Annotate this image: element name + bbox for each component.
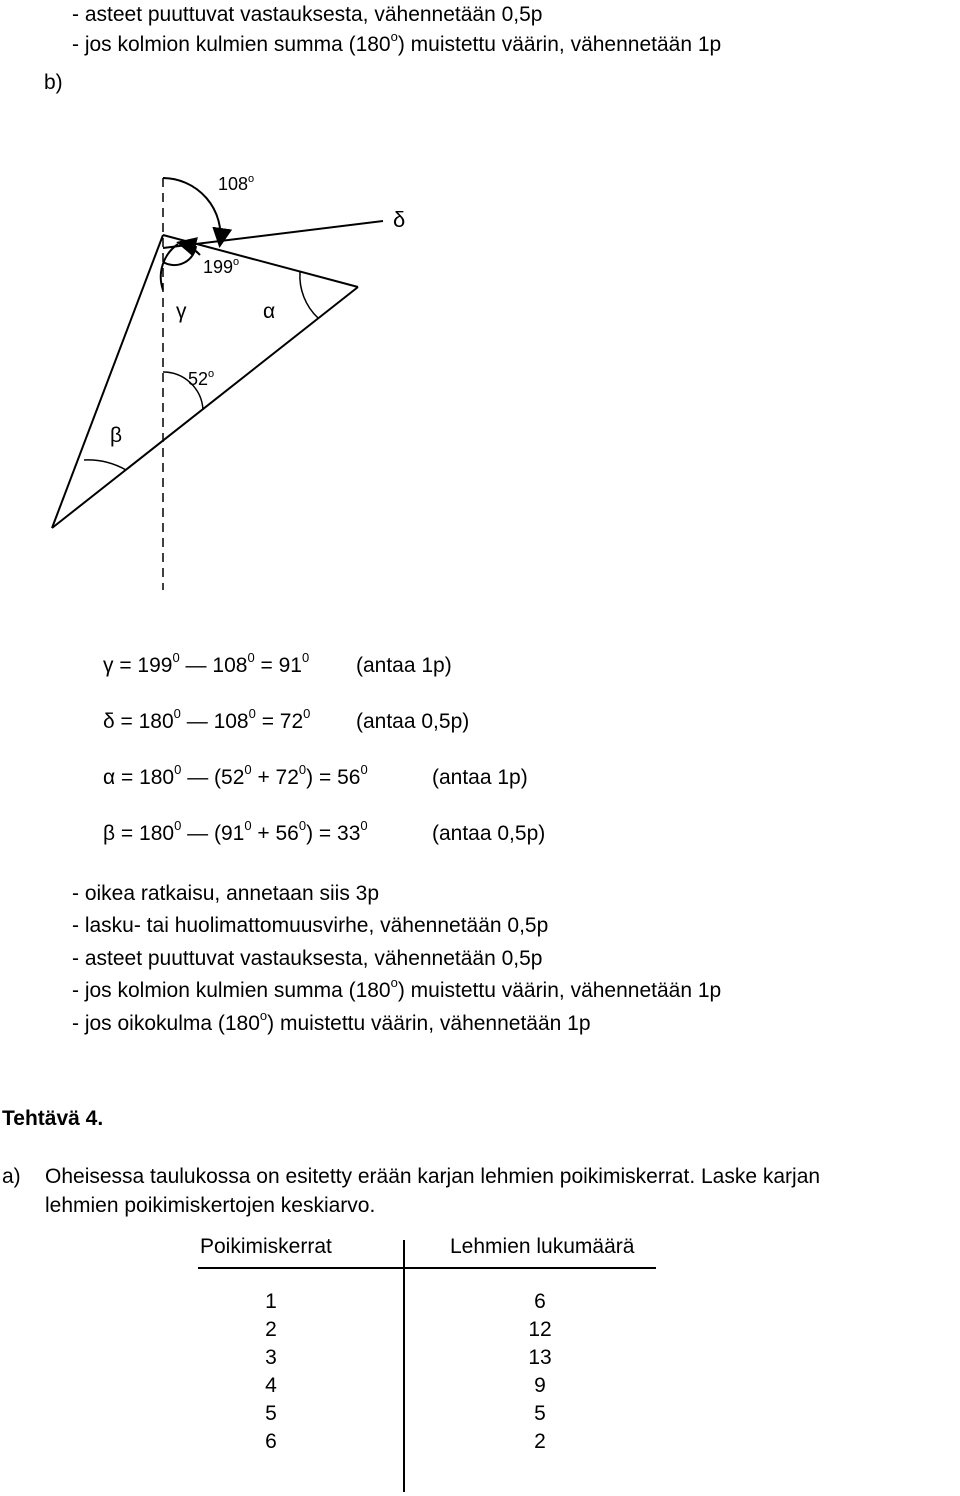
grading-angle-sum	[72, 975, 722, 1002]
bullet-angle-sum-top-text-b: ) muistettu väärin, vähennetään 1p	[397, 33, 722, 56]
table-cell: 5	[534, 1402, 546, 1425]
degree-sup: o	[390, 975, 398, 990]
label-108: 108$^o$	[218, 173, 255, 194]
grading-missing-degrees: - asteet puuttuvat vastauksesta, vähennetään 0,5p	[72, 947, 543, 970]
arc-108	[163, 178, 221, 244]
table-cell: 6	[265, 1430, 277, 1453]
eq-gamma-p1: — 108	[179, 654, 248, 677]
table-cell: 2	[265, 1318, 277, 1341]
sup: 0	[174, 818, 182, 833]
equation-beta	[103, 818, 368, 845]
equation-gamma-note: (antaa 1p)	[356, 654, 452, 677]
equation-gamma	[103, 650, 310, 677]
equation-delta-note: (antaa 0,5p)	[356, 710, 470, 733]
table-cell: 4	[265, 1374, 277, 1397]
eq-beta-lhs: β = 180	[103, 822, 175, 845]
sup: 0	[244, 818, 252, 833]
eq-alpha-lhs: α = 180	[103, 766, 175, 789]
task-a-line1: Oheisessa taulukossa on esitetty erään karjan lehmien poikimiskerrat. Laske karjan	[45, 1165, 821, 1188]
label-199: 199$^o$	[203, 256, 240, 277]
table-cell: 6	[534, 1290, 546, 1313]
degree-sup: o	[390, 29, 398, 44]
sup: 0	[303, 706, 311, 721]
grading-correct: - oikea ratkaisu, annetaan siis 3p	[72, 882, 380, 905]
equation-beta-note: (antaa 0,5p)	[432, 822, 546, 845]
sup: 0	[247, 650, 255, 665]
eq-delta-p1: — 108	[180, 710, 249, 733]
table-cell: 13	[528, 1346, 552, 1369]
sup: 0	[172, 650, 180, 665]
eq-beta-p2: + 56	[251, 822, 299, 845]
eq-beta-p1: — (91	[181, 822, 245, 845]
table-col2-values	[510, 1288, 570, 1456]
eq-beta-p3: ) = 33	[306, 822, 361, 845]
sup: 0	[174, 762, 182, 777]
degree-sup: o	[259, 1008, 268, 1023]
grading-angle-sum-b: ) muistettu väärin, vähennetään 1p	[397, 979, 722, 1002]
section-b-label: b)	[44, 71, 63, 94]
equation-delta	[103, 706, 311, 733]
label-gamma: γ	[176, 300, 187, 323]
eq-gamma-p2: = 91	[254, 654, 302, 677]
table-cell: 5	[265, 1402, 277, 1425]
eq-alpha-p1: — (52	[181, 766, 245, 789]
triangle-side-top	[163, 235, 358, 287]
table-header-col1: Poikimiskerrat	[200, 1235, 332, 1258]
eq-alpha-p3: ) = 56	[306, 766, 361, 789]
equation-alpha-note: (antaa 1p)	[432, 766, 528, 789]
grading-straight-angle-b: ) muistettu väärin, vähennetään 1p	[267, 1012, 591, 1035]
sup: 0	[244, 762, 252, 777]
label-delta: δ	[393, 207, 406, 232]
grading-straight-angle-a: - jos oikokulma (180	[72, 1012, 260, 1035]
extension-line	[163, 221, 383, 248]
sup: 0	[298, 818, 307, 833]
table-header-underline	[198, 1267, 656, 1269]
sup: 0	[360, 818, 368, 833]
sup: 0	[298, 762, 307, 777]
task-title: Tehtävä 4.	[2, 1107, 104, 1130]
eq-delta-p2: = 72	[255, 710, 304, 733]
grading-angle-sum-a: - jos kolmion kulmien summa (180	[72, 979, 391, 1002]
table-cell: 2	[534, 1430, 546, 1453]
bullet-missing-degrees-top: - asteet puuttuvat vastauksesta, vähennetään 0,5p	[72, 3, 543, 26]
label-52: 52$^o$	[188, 368, 215, 389]
label-beta: β	[110, 424, 123, 447]
sup: 0	[360, 762, 368, 777]
label-alpha: α	[263, 300, 276, 323]
table-cell: 9	[534, 1374, 546, 1397]
sup: 0	[248, 706, 256, 721]
bullet-angle-sum-top-text-a: - jos kolmion kulmien summa (180	[72, 33, 391, 56]
table-cell: 3	[265, 1346, 277, 1369]
grading-calc-error: - lasku- tai huolimattomuusvirhe, vähennetään 0,5p	[72, 914, 549, 937]
table-header-col2: Lehmien lukumäärä	[450, 1235, 635, 1258]
equation-alpha	[103, 762, 368, 789]
table-cell: 12	[528, 1318, 552, 1341]
table-col1-values	[241, 1288, 301, 1456]
eq-delta-lhs: δ = 180	[103, 710, 174, 733]
sup: 0	[173, 706, 181, 721]
eq-gamma-lhs: γ = 199	[103, 654, 173, 677]
arc-alpha	[300, 272, 318, 318]
grading-straight-angle	[72, 1008, 591, 1035]
table-cell: 1	[265, 1290, 277, 1313]
task-a-line2: lehmien poikimiskertojen keskiarvo.	[45, 1194, 376, 1217]
arc-beta	[84, 460, 126, 470]
triangle-figure	[0, 0, 960, 620]
sup: 0	[301, 650, 310, 665]
eq-alpha-p2: + 72	[251, 766, 299, 789]
table-vertical-divider	[403, 1240, 405, 1492]
task-a-label: a)	[2, 1165, 21, 1188]
